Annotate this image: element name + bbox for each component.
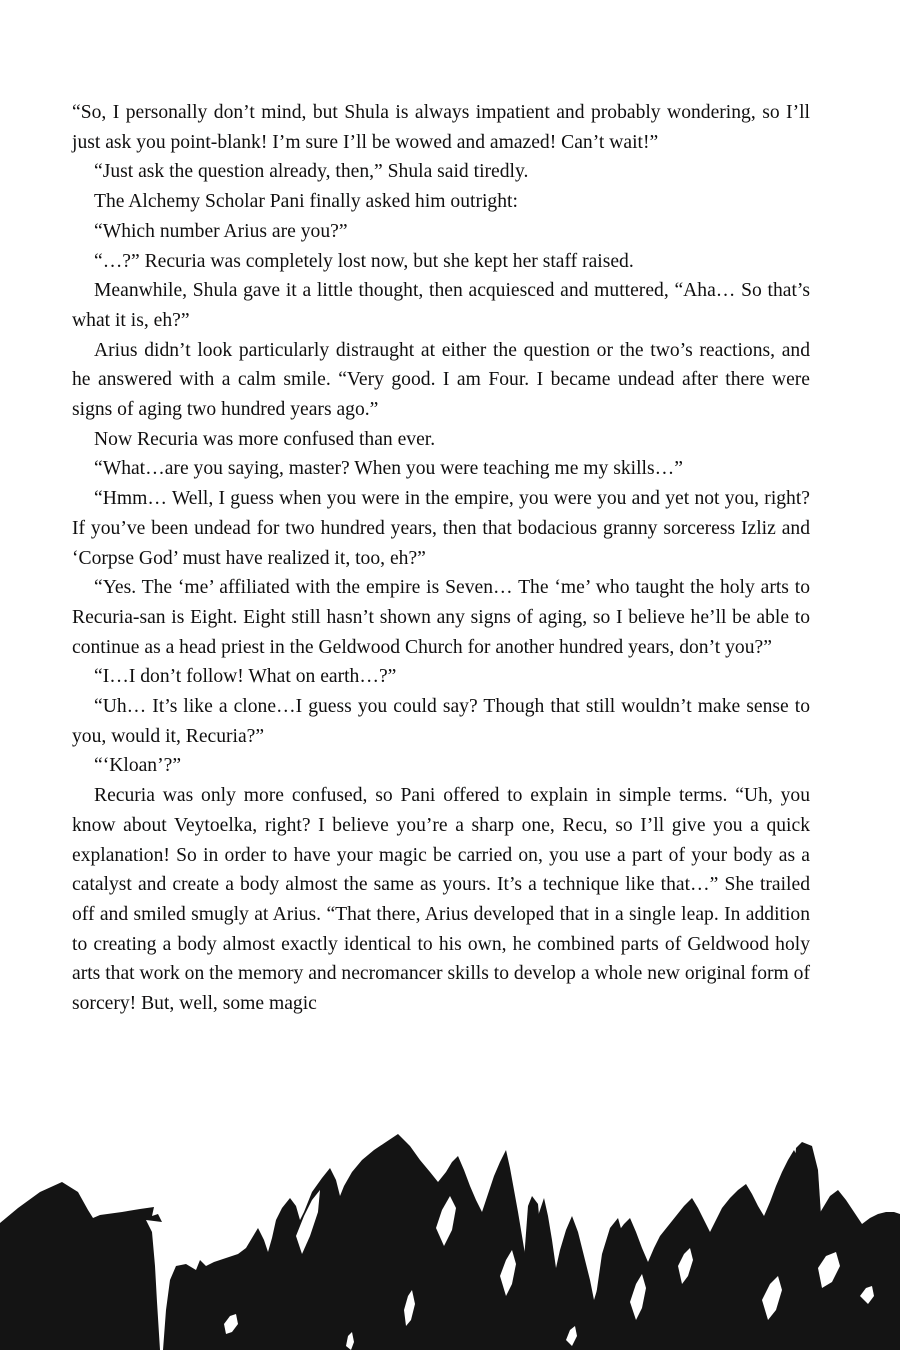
paragraph: “So, I personally don’t mind, but Shula is always impatient and probably wondering, so I’ll just ask you point-blank! I’m sure I’ll be wowed and amazed! Can’t wait!” [72,102,810,153]
paragraph: “What…are you saying, master? When you were teaching me my skills…” [94,458,683,480]
paragraph: “Hmm… Well, I guess when you were in the empire, you were you and yet not you, right? If you’ve been undead for two hundred years, then that bodacious granny sorceress Izliz and ‘Corpse God’ must have realized it, too, eh?” [72,488,810,569]
ruins-rubble-silhouette [0,1120,900,1350]
paragraph: Now Recuria was more confused than ever. [94,428,436,450]
paragraph: “‘Kloan’?” [94,755,182,777]
paragraph: The Alchemy Scholar Pani finally asked him outright: [94,191,518,213]
paragraph: “Just ask the question already, then,” Shula said tiredly. [94,161,529,183]
paragraph: “Yes. The ‘me’ affiliated with the empire is Seven… The ‘me’ who taught the holy arts to Recuria-san is Eight. Eight still hasn’t shown any signs of aging, so I believe he’ll be able to continue as a head priest in the Geldwood Church for another hundred years, don’t you?” [72,577,810,658]
paragraph: Recuria was only more confused, so Pani offered to explain in simple terms. “Uh, you know about Veytoelka, right? I believe you’re a sharp one, Recu, so I’ll give you a quick explanation! So in order to have your magic be carried on, you use a part of your body as a catalyst and create a body almost the same as yours. It’s a technique like that…” She trailed off and smiled smugly at Arius. “That there, Arius developed that in a single leap. In addition to creating a body almost exactly identical to his own, he combined parts of Geldwood holy arts that work on the memory and necromancer skills to develop a whole new original form of sorcery! But, well, some magic [72,785,810,1015]
body-text-column [72,98,810,1019]
paragraph: “I…I don’t follow! What on earth…?” [94,666,397,688]
paragraph: “Which number Arius are you?” [94,220,348,242]
paragraph: “Uh… It’s like a clone…I guess you could say? Though that still wouldn’t make sense to you, would it, Recuria?” [72,696,810,747]
paragraph: “…?” Recuria was completely lost now, but she kept her staff raised. [94,250,634,272]
paragraph: Meanwhile, Shula gave it a little thought, then acquiesced and muttered, “Aha… So that’s what it is, eh?” [72,280,810,331]
paragraph: Arius didn’t look particularly distraught at either the question or the two’s reactions, and he answered with a calm smile. “Very good. I am Four. I became undead after there were signs of aging two hundred years ago.” [72,339,810,421]
